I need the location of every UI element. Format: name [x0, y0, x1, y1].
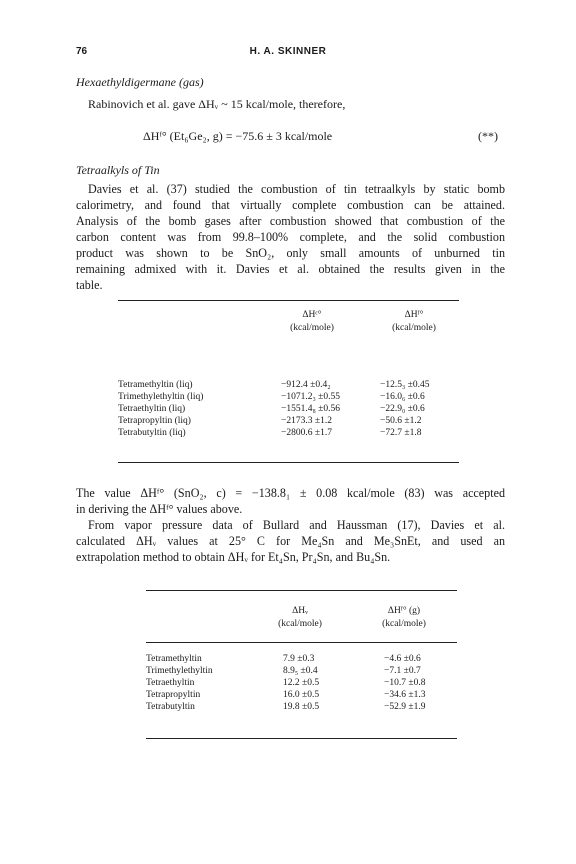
table2-dhv-value: 8.9₅ ±0.4	[283, 666, 318, 676]
page-number: 76	[76, 46, 88, 57]
table2-compound: Tetrabutyltin	[146, 702, 195, 712]
paragraph-line: calculated ΔHᵥ values at 25° C for Me₄Sn and Me₃SnEt, and used an	[76, 534, 505, 548]
table1-header-dhc-unit: (kcal/mole)	[290, 323, 334, 333]
section-heading-hexaethyldigermane: Hexaethyldigermane (gas)	[76, 75, 204, 89]
table2-top-rule	[146, 590, 457, 591]
paragraph-line: calorimetry, and found that virtually complete combustion can be attained.	[76, 198, 505, 212]
paragraph-line: in deriving the ΔHᶠ° values above.	[76, 502, 243, 516]
table2-dhf-value: −4.6 ±0.6	[384, 654, 421, 664]
table1-dhf-value: −16.0₆ ±0.6	[380, 392, 425, 402]
table1-dhc-value: −1071.2₃ ±0.55	[281, 392, 341, 402]
table1-compound: Tetraethyltin (liq)	[118, 404, 186, 414]
table2-header-dhf-gas-unit: (kcal/mole)	[382, 619, 426, 629]
table2-header-rule	[146, 642, 457, 643]
equation-hexaethyldigermane: ΔHᶠ° (Et₆Ge₂, g) = −75.6 ± 3 kcal/mole	[143, 129, 333, 143]
rabinovich-line: Rabinovich et al. gave ΔHᵥ ~ 15 kcal/mole, therefore,	[88, 97, 346, 111]
paragraph-line: remaining admixed with it. Davies et al. obtained the results given in the	[76, 262, 505, 276]
table1-dhf-value: −72.7 ±1.8	[380, 428, 422, 438]
table2-dhf-value: −52.9 ±1.9	[384, 702, 426, 712]
running-head: H. A. SKINNER	[249, 46, 327, 57]
paragraph-line: The value ΔHᶠ° (SnO₂, c) = −138.8₁ ± 0.08 kcal/mole (83) was accepted	[76, 486, 505, 500]
paragraph-line: extrapolation method to obtain ΔHᵥ for Et₄Sn, Pr₄Sn, and Bu₄Sn.	[76, 550, 391, 564]
table2-dhf-value: −10.7 ±0.8	[384, 678, 426, 688]
table1-dhf-value: −50.6 ±1.2	[380, 416, 422, 426]
table1-header-dhf-unit: (kcal/mole)	[392, 323, 436, 333]
table2-header-dhf-gas: ΔHᶠ° (g)	[387, 606, 421, 616]
table2-dhv-value: 12.2 ±0.5	[283, 678, 320, 688]
table2-dhv-value: 7.9 ±0.3	[283, 654, 315, 664]
table1-dhc-value: −912.4 ±0.4₂	[281, 380, 331, 390]
equation-tag: (**)	[478, 129, 498, 143]
table1-top-rule	[118, 300, 459, 301]
section-heading-tetraalkyls-tin: Tetraalkyls of Tin	[76, 163, 160, 177]
table1-dhc-value: −1551.4₈ ±0.56	[281, 404, 341, 414]
table2-compound: Tetramethyltin	[146, 654, 202, 664]
table1-bottom-rule	[118, 462, 459, 463]
table2-dhv-value: 19.8 ±0.5	[283, 702, 320, 712]
vapor-pressure-paragraph	[76, 517, 505, 565]
table1-compound: Tetrabutyltin (liq)	[118, 428, 186, 438]
table2-header-dhv-unit: (kcal/mole)	[278, 619, 322, 629]
table2-bottom-rule	[146, 738, 457, 739]
paragraph-line: From vapor pressure data of Bullard and Haussman (17), Davies et al.	[88, 518, 505, 532]
sno2-paragraph	[76, 485, 505, 517]
table2-header-dhv: ΔHᵥ	[292, 606, 308, 616]
table2-compound: Tetrapropyltin	[146, 690, 201, 700]
paragraph-line: Davies et al. (37) studied the combustion of tin tetraalkyls by static bomb	[88, 182, 505, 196]
table1-header-dhc: ΔHᶜ°	[302, 310, 322, 320]
table1-header-dhf: ΔHᶠ°	[404, 310, 424, 320]
paragraph-line: Analysis of the bomb gases after combustion showed that combustion of the	[76, 214, 505, 228]
table1-dhc-value: −2800.6 ±1.7	[281, 428, 332, 438]
davies-paragraph	[76, 181, 505, 293]
table1-combustion	[118, 305, 459, 465]
table1-dhf-value: −12.5₃ ±0.45	[380, 380, 430, 390]
paragraph-line: table.	[76, 278, 103, 292]
table1-dhc-value: −2173.3 ±1.2	[281, 416, 332, 426]
table2-dhf-value: −34.6 ±1.3	[384, 690, 426, 700]
table2-compound: Tetraethyltin	[146, 678, 195, 688]
paragraph-line: product was shown to be SnO₂, only small amounts of unburned tin	[76, 246, 505, 260]
table2-dhv-value: 16.0 ±0.5	[283, 690, 320, 700]
table2-compound: Trimethylethyltin	[146, 666, 213, 676]
paragraph-line: carbon content was from 99.8–100% complete, and the solid combustion	[76, 230, 505, 244]
table1-compound: Trimethylethyltin (liq)	[118, 392, 204, 402]
table1-dhf-value: −22.9₀ ±0.6	[380, 404, 425, 414]
table1-compound: Tetramethyltin (liq)	[118, 380, 193, 390]
table1-compound: Tetrapropyltin (liq)	[118, 416, 191, 426]
table2-vaporization	[146, 595, 457, 745]
table2-dhf-value: −7.1 ±0.7	[384, 666, 421, 676]
